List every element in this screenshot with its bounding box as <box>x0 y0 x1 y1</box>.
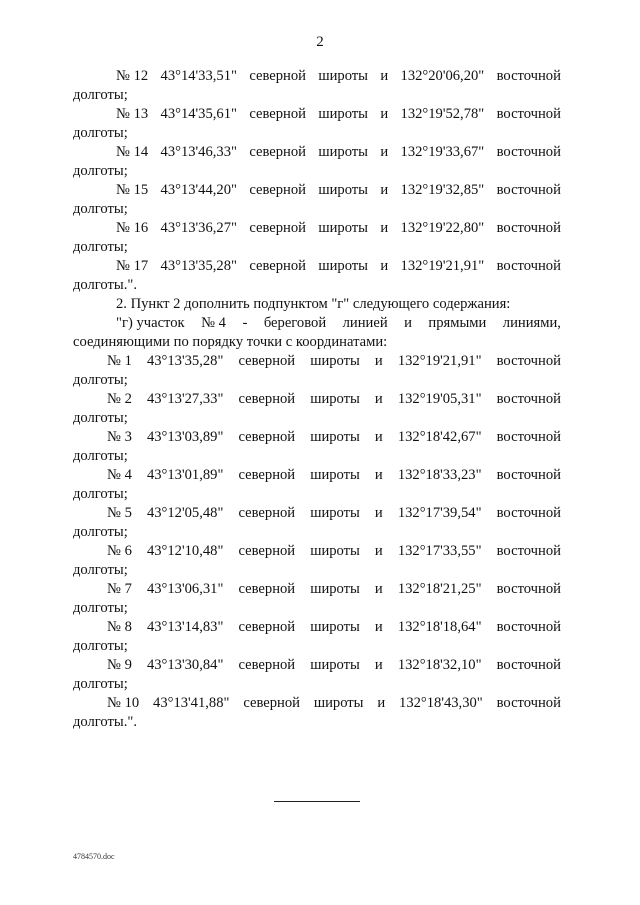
latitude-unit: широты <box>318 258 368 274</box>
coordinate-line <box>73 143 561 162</box>
longitude-value: 132°17'39,54" <box>397 505 482 521</box>
conjunction: и <box>374 619 383 635</box>
coordinate-line <box>73 656 561 675</box>
coordinate-line <box>73 181 561 200</box>
point-number: № 5 <box>107 505 132 521</box>
amendment-paragraph: 2. Пункт 2 дополнить подпунктом "г" следующего содержания: <box>116 296 511 312</box>
point-number: № 9 <box>107 657 132 673</box>
coordinate-continuation: долготы; <box>73 486 128 502</box>
coordinate-list-section-2 <box>73 352 561 732</box>
latitude-unit: широты <box>310 391 360 407</box>
coordinate-entry <box>73 67 561 105</box>
point-number: № 16 <box>116 220 149 236</box>
longitude-word: восточной <box>496 543 561 559</box>
coordinate-entry <box>73 257 561 295</box>
point-number: № 15 <box>116 182 149 198</box>
end-divider <box>274 801 360 802</box>
point-number: № 7 <box>107 581 132 597</box>
subpoint-g-word: береговой <box>263 315 327 331</box>
coordinate-entry <box>73 580 561 618</box>
coordinate-continuation: долготы; <box>73 600 128 616</box>
coordinate-line <box>73 466 561 485</box>
latitude-value: 43°12'05,48" <box>146 505 224 521</box>
subpoint-g-word: линией <box>342 315 388 331</box>
latitude-word: северной <box>249 220 306 236</box>
coordinate-entry <box>73 219 561 257</box>
longitude-word: восточной <box>496 505 561 521</box>
coordinate-line <box>73 580 561 599</box>
longitude-word: восточной <box>496 429 561 445</box>
coordinate-continuation: долготы; <box>73 87 128 103</box>
coordinate-line <box>73 352 561 371</box>
conjunction: и <box>374 353 383 369</box>
point-number: № 4 <box>107 467 132 483</box>
subpoint-g-word: линиями, <box>502 315 561 331</box>
longitude-value: 132°19'33,67" <box>400 144 485 160</box>
longitude-value: 132°19'05,31" <box>397 391 482 407</box>
latitude-unit: широты <box>313 695 364 711</box>
coordinate-line <box>73 257 561 276</box>
latitude-unit: широты <box>310 657 360 673</box>
point-number: № 6 <box>107 543 132 559</box>
coordinate-line <box>73 219 561 238</box>
latitude-unit: широты <box>318 220 368 236</box>
conjunction: и <box>374 657 383 673</box>
longitude-word: восточной <box>496 106 561 122</box>
longitude-value: 132°18'42,67" <box>397 429 482 445</box>
conjunction: и <box>374 505 383 521</box>
longitude-value: 132°19'21,91" <box>400 258 485 274</box>
point-number: № 12 <box>116 68 149 84</box>
longitude-word: восточной <box>496 144 561 160</box>
conjunction: и <box>374 429 383 445</box>
conjunction: и <box>380 182 389 198</box>
coordinate-continuation: долготы; <box>73 562 128 578</box>
coordinate-entry <box>73 390 561 428</box>
latitude-unit: широты <box>318 68 368 84</box>
longitude-value: 132°18'32,10" <box>397 657 482 673</box>
footer-filename: 4784570.doc <box>73 852 115 861</box>
point-number: № 14 <box>116 144 149 160</box>
longitude-value: 132°19'32,85" <box>400 182 485 198</box>
coordinate-continuation: долготы; <box>73 524 128 540</box>
subpoint-g-line <box>73 314 561 333</box>
longitude-word: восточной <box>496 220 561 236</box>
conjunction: и <box>380 68 389 84</box>
coordinate-entry <box>73 656 561 694</box>
latitude-word: северной <box>238 505 296 521</box>
latitude-word: северной <box>238 619 296 635</box>
longitude-value: 132°18'43,30" <box>399 695 483 711</box>
coordinate-line <box>73 428 561 447</box>
document-body <box>73 67 561 732</box>
coordinate-entry <box>73 466 561 504</box>
point-number: № 3 <box>107 429 132 445</box>
coordinate-continuation: долготы; <box>73 201 128 217</box>
latitude-word: северной <box>249 106 306 122</box>
point-number: № 13 <box>116 106 149 122</box>
latitude-word: северной <box>238 467 296 483</box>
latitude-unit: широты <box>310 429 360 445</box>
subpoint-g-word: - <box>242 315 248 331</box>
coordinate-line <box>73 542 561 561</box>
longitude-value: 132°20'06,20" <box>400 68 485 84</box>
latitude-word: северной <box>238 581 296 597</box>
coordinate-continuation: долготы.". <box>73 714 137 730</box>
subpoint-g-word: прямыми <box>428 315 487 331</box>
latitude-value: 43°12'10,48" <box>146 543 224 559</box>
latitude-unit: широты <box>310 505 360 521</box>
coordinate-entry <box>73 105 561 143</box>
longitude-word: восточной <box>496 467 561 483</box>
latitude-word: северной <box>249 68 306 84</box>
latitude-unit: широты <box>310 543 360 559</box>
subpoint-g-word: и <box>404 315 412 331</box>
coordinate-line <box>73 390 561 409</box>
longitude-value: 132°19'52,78" <box>400 106 485 122</box>
longitude-value: 132°19'21,91" <box>397 353 482 369</box>
latitude-value: 43°13'35,28" <box>146 353 224 369</box>
latitude-value: 43°13'36,27" <box>160 220 237 236</box>
conjunction: и <box>374 391 383 407</box>
coordinate-continuation: долготы; <box>73 410 128 426</box>
latitude-value: 43°13'01,89" <box>146 467 224 483</box>
latitude-word: северной <box>249 258 306 274</box>
longitude-word: восточной <box>496 657 561 673</box>
coordinate-line <box>73 67 561 86</box>
coordinate-line <box>73 504 561 523</box>
latitude-value: 43°13'14,83" <box>146 619 224 635</box>
latitude-value: 43°13'06,31" <box>146 581 224 597</box>
latitude-unit: широты <box>318 106 368 122</box>
page-number: 2 <box>316 34 324 50</box>
coordinate-entry <box>73 504 561 542</box>
coordinate-entry <box>73 181 561 219</box>
subpoint-g-word: № 4 <box>201 315 226 331</box>
coordinate-continuation: долготы; <box>73 239 128 255</box>
longitude-value: 132°18'18,64" <box>397 619 482 635</box>
latitude-word: северной <box>249 144 306 160</box>
latitude-unit: широты <box>310 581 360 597</box>
subpoint-g-continuation: соединяющими по порядку точки с координатами: <box>73 334 388 350</box>
point-number: № 17 <box>116 258 149 274</box>
conjunction: и <box>377 695 386 711</box>
latitude-value: 43°13'41,88" <box>153 695 230 711</box>
longitude-word: восточной <box>496 695 561 711</box>
latitude-word: северной <box>238 391 296 407</box>
longitude-value: 132°18'33,23" <box>397 467 482 483</box>
conjunction: и <box>380 258 389 274</box>
latitude-value: 43°13'27,33" <box>146 391 224 407</box>
longitude-word: восточной <box>496 353 561 369</box>
longitude-word: восточной <box>496 258 561 274</box>
coordinate-continuation: долготы; <box>73 448 128 464</box>
coordinate-continuation: долготы.". <box>73 277 137 293</box>
coordinate-line <box>73 105 561 124</box>
coordinate-entry <box>73 352 561 390</box>
longitude-word: восточной <box>496 619 561 635</box>
point-number: № 10 <box>107 695 140 711</box>
coordinate-entry <box>73 542 561 580</box>
conjunction: и <box>380 106 389 122</box>
latitude-unit: широты <box>318 182 368 198</box>
latitude-value: 43°13'35,28" <box>160 258 237 274</box>
latitude-value: 43°13'44,20" <box>160 182 237 198</box>
longitude-word: восточной <box>496 68 561 84</box>
coordinate-continuation: долготы; <box>73 163 128 179</box>
latitude-value: 43°13'03,89" <box>146 429 224 445</box>
latitude-value: 43°14'35,61" <box>160 106 237 122</box>
latitude-unit: широты <box>310 467 360 483</box>
coordinate-continuation: долготы; <box>73 638 128 654</box>
latitude-word: северной <box>249 182 306 198</box>
point-number: № 2 <box>107 391 132 407</box>
latitude-unit: широты <box>310 619 360 635</box>
coordinate-continuation: долготы; <box>73 372 128 388</box>
longitude-value: 132°17'33,55" <box>397 543 482 559</box>
latitude-unit: широты <box>318 144 368 160</box>
latitude-unit: широты <box>310 353 360 369</box>
latitude-value: 43°13'46,33" <box>160 144 237 160</box>
coordinate-line <box>73 694 561 713</box>
latitude-value: 43°13'30,84" <box>146 657 224 673</box>
point-number: № 8 <box>107 619 132 635</box>
subpoint-g-word: "г) участок <box>116 315 185 331</box>
point-number: № 1 <box>107 353 132 369</box>
longitude-word: восточной <box>496 581 561 597</box>
latitude-value: 43°14'33,51" <box>160 68 237 84</box>
coordinate-list-section-1 <box>73 67 561 295</box>
latitude-word: северной <box>238 657 296 673</box>
conjunction: и <box>374 581 383 597</box>
longitude-word: восточной <box>496 182 561 198</box>
conjunction: и <box>374 543 383 559</box>
coordinate-entry <box>73 618 561 656</box>
coordinate-entry <box>73 143 561 181</box>
longitude-value: 132°19'22,80" <box>400 220 485 236</box>
longitude-value: 132°18'21,25" <box>397 581 482 597</box>
latitude-word: северной <box>238 543 296 559</box>
coordinate-continuation: долготы; <box>73 125 128 141</box>
conjunction: и <box>380 220 389 236</box>
latitude-word: северной <box>243 695 300 711</box>
coordinate-entry <box>73 428 561 466</box>
longitude-word: восточной <box>496 391 561 407</box>
coordinate-entry <box>73 694 561 732</box>
coordinate-line <box>73 618 561 637</box>
conjunction: и <box>374 467 383 483</box>
latitude-word: северной <box>238 429 296 445</box>
coordinate-continuation: долготы; <box>73 676 128 692</box>
conjunction: и <box>380 144 389 160</box>
latitude-word: северной <box>238 353 296 369</box>
